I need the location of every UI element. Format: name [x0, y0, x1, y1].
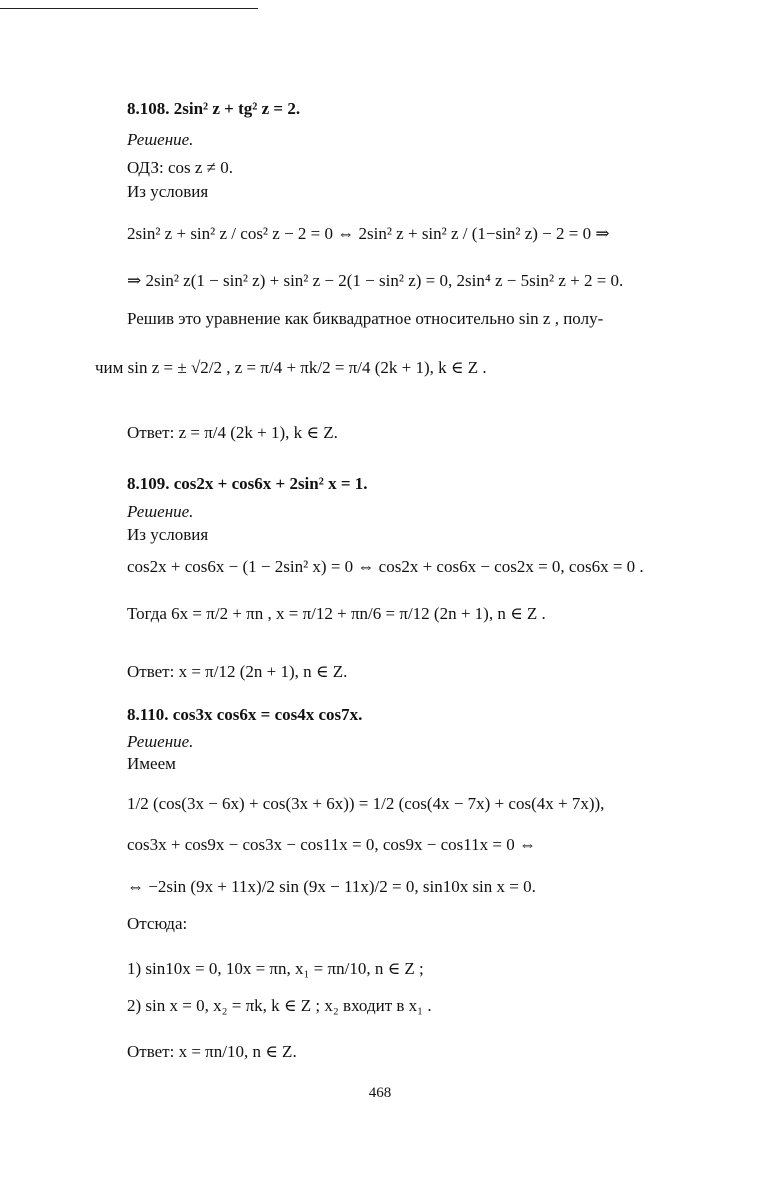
page-number: 468 [368, 1085, 392, 1101]
solution-heading: Решение. [127, 502, 194, 521]
text-line: Из условия [127, 525, 209, 544]
answer-8-109: Ответ: x = π/12 (2n + 1), n ∈ Z. [127, 662, 348, 681]
problem-8-109-statement: 8.109. cos2x + cos6x + 2sin² x = 1. [127, 474, 368, 493]
domain-condition: ОДЗ: cos z ≠ 0. [127, 158, 233, 177]
equation-line: ⇒ 2sin² z(1 − sin² z) + sin² z − 2(1 − sin² z) = 0, 2sin⁴ z − 5sin² z + 2 = 0. [127, 271, 624, 290]
equation-line: 2sin² z + sin² z / cos² z − 2 = 0 ⇔ 2sin² z + sin² z / (1−sin² z) − 2 = 0 ⇒ [127, 224, 610, 243]
text-line: Из условия [127, 182, 209, 201]
equation-line: cos3x + cos9x − cos3x − cos11x = 0, cos9x − cos11x = 0 ⇔ [127, 835, 536, 854]
solution-heading: Решение. [127, 130, 194, 149]
problem-8-110-statement: 8.110. cos3x cos6x = cos4x cos7x. [127, 705, 363, 724]
answer-8-110: Ответ: x = πn/10, n ∈ Z. [127, 1042, 297, 1061]
problem-8-108-statement: 8.108. 2sin² z + tg² z = 2. [127, 99, 301, 118]
top-rule [0, 8, 258, 9]
answer-8-108: Ответ: z = π/4 (2k + 1), k ∈ Z. [127, 423, 338, 442]
equation-line: cos2x + cos6x − (1 − 2sin² x) = 0 ⇔ cos2x + cos6x − cos2x = 0, cos6x = 0 . [127, 557, 644, 576]
equation-line: чим sin z = ± √2/2 , z = π/4 + πk/2 = π/4 (2k + 1), k ∈ Z . [95, 358, 487, 377]
equation-line: 2) sin x = 0, x₂ = πk, k ∈ Z ; x₂ входит в x₁ . [127, 996, 432, 1015]
text-line: Имеем [127, 754, 176, 773]
text-line: Отсюда: [127, 914, 188, 933]
equation-line: 1) sin10x = 0, 10x = πn, x₁ = πn/10, n ∈ Z ; [127, 959, 424, 978]
solution-heading: Решение. [127, 732, 194, 751]
equation-line: Тогда 6x = π/2 + πn , x = π/12 + πn/6 = π/12 (2n + 1), n ∈ Z . [127, 604, 546, 623]
text-line: Решив это уравнение как биквадратное относительно sin z , полу- [127, 309, 604, 328]
equation-line: 1/2 (cos(3x − 6x) + cos(3x + 6x)) = 1/2 (cos(4x − 7x) + cos(4x + 7x)), [127, 794, 605, 813]
equation-line: ⇔ −2sin (9x + 11x)/2 sin (9x − 11x)/2 = 0, sin10x sin x = 0. [127, 877, 536, 896]
